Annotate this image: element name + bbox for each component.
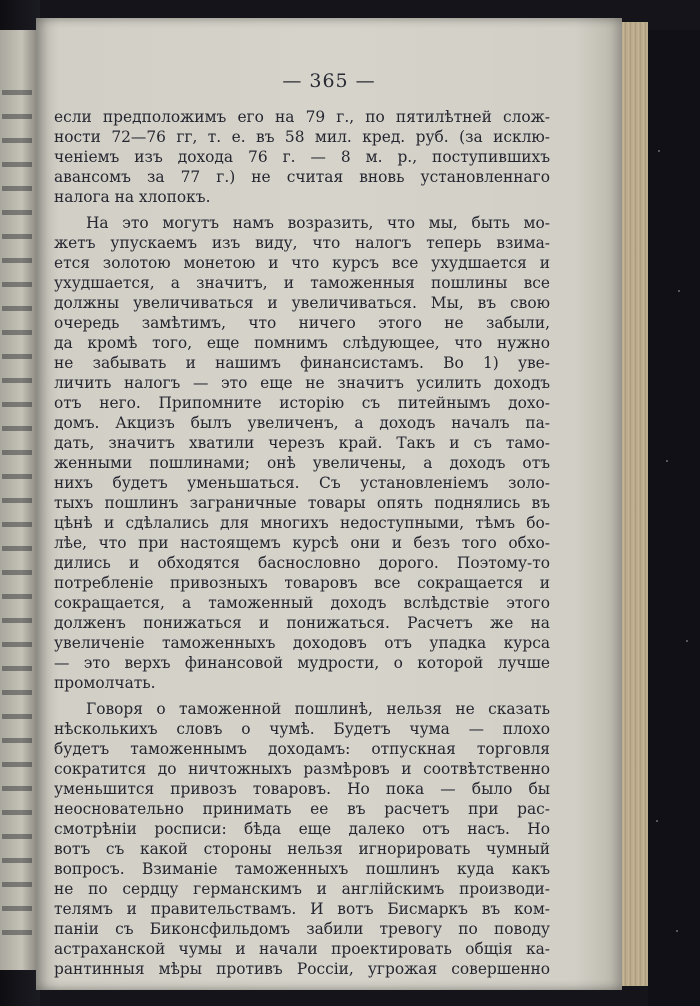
text-line: неосновательно принимать ее въ расчетъ при рас-: [54, 800, 550, 818]
text-line: смотрѣніи росписи: бѣда еще далеко отъ насъ. Но: [54, 820, 550, 838]
text-line: увеличеніе таможенныхъ доходовъ отъ упадка курса: [54, 634, 550, 652]
text-line: лѣе, что при настоящемъ курсѣ они и безъ того обхо-: [54, 534, 550, 552]
text-line: дать, значитъ хватили черезъ край. Такъ и съ тамо-: [54, 434, 550, 452]
text-line: цѣнѣ и сдѣлались для многихъ недоступными, тѣмъ бо-: [54, 514, 550, 532]
text-line: промолчать.: [54, 674, 156, 692]
text-line: — это верхъ финансовой мудрости, о которой лучше: [54, 654, 550, 672]
text-line: отъ него. Припомните исторію съ питейнымъ дохо-: [54, 394, 550, 412]
text-line: рантинныя мѣры противъ Россіи, угрожая совершенно: [54, 960, 550, 978]
text-line: если предположимъ его на 79 г., по пятилѣтней слож-: [54, 108, 550, 126]
text-line: потребленіе привозныхъ товаровъ все сокращается и: [54, 574, 550, 592]
text-line: нихъ будетъ уменьшаться. Съ установленіемъ золо-: [54, 474, 550, 492]
text-line: вопросъ. Взиманіе таможенныхъ пошлинъ куда какъ: [54, 860, 550, 878]
text-line: да кромѣ того, еще помнимъ слѣдующее, что нужно: [54, 334, 550, 352]
text-line: личить налогъ — это еще не значитъ усилить доходъ: [54, 374, 550, 392]
page-block-edge: [622, 22, 648, 986]
text-line: вотъ съ какой стороны нельзя игнорировать чумный: [54, 840, 550, 858]
text-line: дились и обходятся баснословно дорого. Поэтому-то: [54, 554, 550, 572]
text-line: сокращается, а таможенный доходъ вслѣдствіе этого: [54, 594, 550, 612]
text-line: должны увеличиваться и увеличиваться. Мы, въ свою: [54, 294, 550, 312]
text-line: будетъ таможеннымъ доходамъ: отпускная торговля: [54, 740, 550, 758]
text-line: налога на хлопокъ.: [54, 188, 211, 206]
text-line: долженъ понижаться и понижаться. Расчетъ же на: [54, 614, 550, 632]
text-line: женными пошлинами; онѣ увеличены, а доходъ отъ: [54, 454, 550, 472]
text-line: не забывать и нашимъ финансистамъ. Во 1) уве-: [54, 354, 550, 372]
text-line: ченіемъ изъ дохода 76 г. — 8 м. р., поступившихъ: [54, 148, 550, 166]
text-line: нѣсколькихъ словъ о чумѣ. Будетъ чума — плохо: [54, 720, 550, 738]
text-line: очередь замѣтимъ, что ничего этого не забыли,: [54, 314, 550, 332]
text-line: не по сердцу германскимъ и англійскимъ производи-: [54, 880, 550, 898]
book-cover-right: [648, 30, 700, 1006]
text-line: Говоря о таможенной пошлинѣ, нельзя не сказать: [86, 700, 550, 718]
page-number: — 365 —: [282, 70, 376, 92]
text-line: телямъ и правительствамъ. И вотъ Бисмаркъ въ ком-: [54, 900, 550, 918]
text-line: тыхъ пошлинъ заграничные товары опять поднялись въ: [54, 494, 550, 512]
text-line: ухудшается, а значитъ, и таможенныя пошлины все: [54, 274, 550, 292]
text-line: сократится до ничтожныхъ размѣровъ и соотвѣтственно: [54, 760, 550, 778]
text-line: домъ. Акцизъ былъ увеличенъ, а доходъ началъ па-: [54, 414, 550, 432]
text-line: авансомъ за 77 г.) не считая вновь установленнаго: [54, 168, 550, 186]
text-line: ности 72—76 гг, т. е. въ 58 мил. кред. руб. (за исклю-: [54, 128, 550, 146]
facing-page-edge: [0, 30, 36, 970]
text-line: паніи съ Биконсфильдомъ забили тревогу по поводу: [54, 920, 550, 938]
text-line: астраханской чумы и начали проектировать общія ка-: [54, 940, 550, 958]
text-line: На это могутъ намъ возразить, что мы, быть мо-: [86, 214, 550, 232]
text-line: уменьшится привозъ товаровъ. Но пока — было бы: [54, 780, 550, 798]
text-line: ется золотою монетою и что курсъ все ухудшается и: [54, 254, 550, 272]
text-line: жетъ упускаемъ изъ виду, что налогъ теперь взима-: [54, 234, 550, 252]
